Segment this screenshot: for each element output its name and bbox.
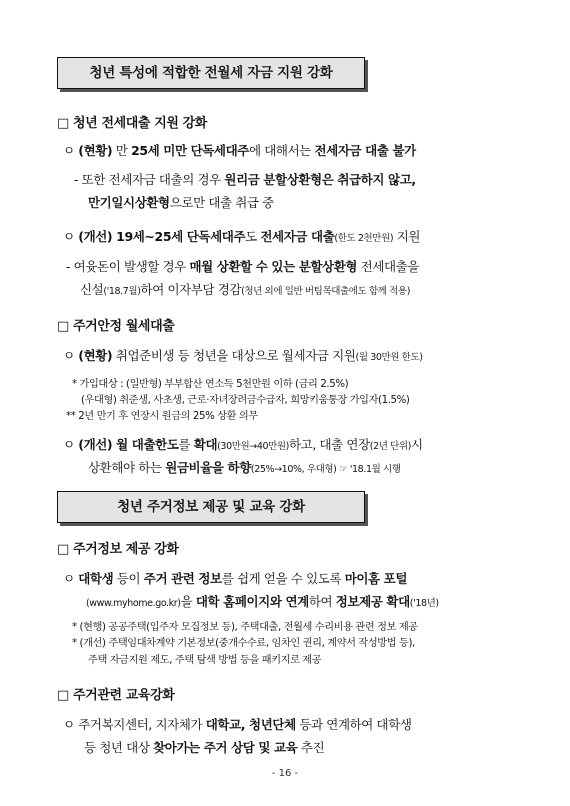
paren-note: (2년 단위): [369, 441, 411, 452]
text-span: 하여: [308, 594, 336, 609]
text-span: 등이: [113, 571, 144, 586]
dash-line: [74, 170, 416, 188]
text-span: 시: [410, 437, 423, 452]
text-span: 도: [245, 229, 261, 244]
text-span: 를 쉽게 얻을 수 있도록: [221, 571, 345, 586]
bullet-line: [63, 435, 423, 453]
text-span: 상환해야 하는: [88, 460, 166, 475]
paren-note: (25%→10%, 우대형) ☞ '18.1월 시행: [250, 464, 401, 475]
emphasis-text: 마이홈 포털: [344, 571, 408, 586]
emphasis-text: 정보제공 확대: [335, 594, 410, 609]
bullet-label: (현황): [78, 348, 113, 363]
section-title: 청년 주거정보 제공 및 교육 강화: [117, 499, 305, 515]
paren-note: ('18년): [409, 598, 439, 609]
footnote: * (현행) 공공주택(입주자 모집정보 등), 주택대출, 전월세 수리비용 관련 정보 제공: [72, 622, 418, 633]
emphasis-text: 대학교, 청년단체: [205, 717, 296, 732]
section-title: 청년 특성에 적합한 전월세 자금 지원 강화: [89, 65, 333, 81]
text-span: 하여 이자부담 경감: [140, 282, 242, 297]
bullet-mark: ㅇ: [63, 437, 79, 452]
bullet-line: [63, 141, 416, 159]
dash-line: [66, 257, 419, 275]
footnote: ** 2년 만기 후 연장시 원금의 25% 상환 의무: [66, 411, 258, 422]
bullet-mark: ㅇ: [63, 348, 79, 363]
emphasis-text: 전세자금 대출: [260, 229, 335, 244]
text-span: 등과 연계하여 대학생: [295, 717, 412, 732]
page-number: - 16 -: [271, 768, 299, 779]
emphasis-text: 대학 홈페이지와 연계: [195, 594, 309, 609]
paren-note: (한도 2천만원): [334, 233, 394, 244]
bullet-label: (개선) 19세∼25세 단독세대주: [78, 229, 246, 244]
text-span: 를: [178, 437, 194, 452]
item-heading: □ 청년 전세대출 지원 강화: [57, 116, 207, 131]
text-span: 등 청년 대상: [84, 740, 154, 755]
text-span: 에 대해서는: [248, 143, 315, 158]
url-text: (www.myhome.go.kr): [86, 598, 181, 609]
dash-line-cont: [80, 280, 410, 298]
bullet-label: (개선) 월 대출한도: [78, 437, 179, 452]
dash-line-cont: [88, 193, 274, 211]
text-span: - 또한 전세자금 대출의 경우: [74, 172, 225, 187]
text-span: 취업준비생 등 청년을 대상으로 월세자금 지원: [112, 348, 356, 363]
bullet-label: (현황): [78, 143, 113, 158]
emphasis-text: 찾아가는 주거 상담 및 교육: [153, 740, 298, 755]
text-span: - 여윳돈이 발생할 경우: [66, 259, 190, 274]
bullet-line: [63, 569, 407, 587]
text-span: 을: [180, 594, 196, 609]
paren-note: (청년 외에 일반 버팀목대출에도 함께 적용): [241, 286, 410, 297]
text-span: 으로만 대출 취급 중: [169, 195, 274, 210]
bullet-line-cont: [84, 738, 324, 756]
bullet-mark: ㅇ: [63, 143, 79, 158]
emphasis-text: 원리금 분할상환형은 취급하지 않고,: [224, 172, 416, 187]
text-span: 추진: [297, 740, 325, 755]
text-span: 신설: [80, 282, 104, 297]
text-span: 주거복지센터, 지자체가: [78, 717, 206, 732]
footnote: (우대형) 취준생, 사초생, 근로·자녀장려금수급자, 희망키움통장 가입자(1.5%): [81, 395, 410, 406]
section-title-box: [57, 57, 365, 89]
bullet-mark: ㅇ: [63, 571, 79, 586]
text-span: 지원: [393, 229, 421, 244]
paren-note: (월 30만원 한도): [355, 352, 423, 363]
bullet-line-cont: [86, 592, 439, 610]
bullet-line: [63, 715, 412, 733]
paren-note: (30만원→40만원): [217, 441, 289, 452]
emphasis-text: 확대: [193, 437, 218, 452]
bullet-mark: ㅇ: [63, 229, 79, 244]
text-span: 전세대출을: [357, 259, 420, 274]
emphasis-text: 전세자금 대출 불가: [314, 143, 416, 158]
footnote: * 가입대상 : (일반형) 부부합산 연소득 5천만원 이하 (금리 2.5%): [72, 379, 349, 390]
item-heading: □ 주거정보 제공 강화: [57, 542, 179, 557]
emphasis-text: 주거 관련 정보: [143, 571, 222, 586]
bullet-mark: ㅇ: [63, 717, 79, 732]
footnote: * (개선) 주택임대차계약 기본정보(중개수수료, 임차인 권리, 계약서 작성방법 등),: [72, 638, 415, 649]
bullet-line-cont: [88, 458, 401, 476]
footnote: 주택 자금지원 제도, 주택 탐색 방법 등을 패키지로 제공: [88, 655, 322, 666]
item-heading: □ 주거관련 교육강화: [57, 688, 175, 703]
paren-note: ('18.7월): [103, 286, 141, 297]
emphasis-text: 매월 상환할 수 있는 분할상환형: [189, 259, 358, 274]
bullet-line: [63, 227, 420, 245]
section-title-box: [57, 491, 365, 523]
bullet-line: [63, 346, 423, 364]
emphasis-text: 25세 미만 단독세대주: [131, 143, 249, 158]
item-heading: □ 주거안정 월세대출: [57, 319, 175, 334]
emphasis-text: 원금비율을 하향: [165, 460, 251, 475]
emphasis-text: 대학생: [78, 571, 114, 586]
text-span: 만: [112, 143, 132, 158]
emphasis-text: 만기일시상환형: [88, 195, 170, 210]
text-span: 하고, 대출 연장: [288, 437, 370, 452]
